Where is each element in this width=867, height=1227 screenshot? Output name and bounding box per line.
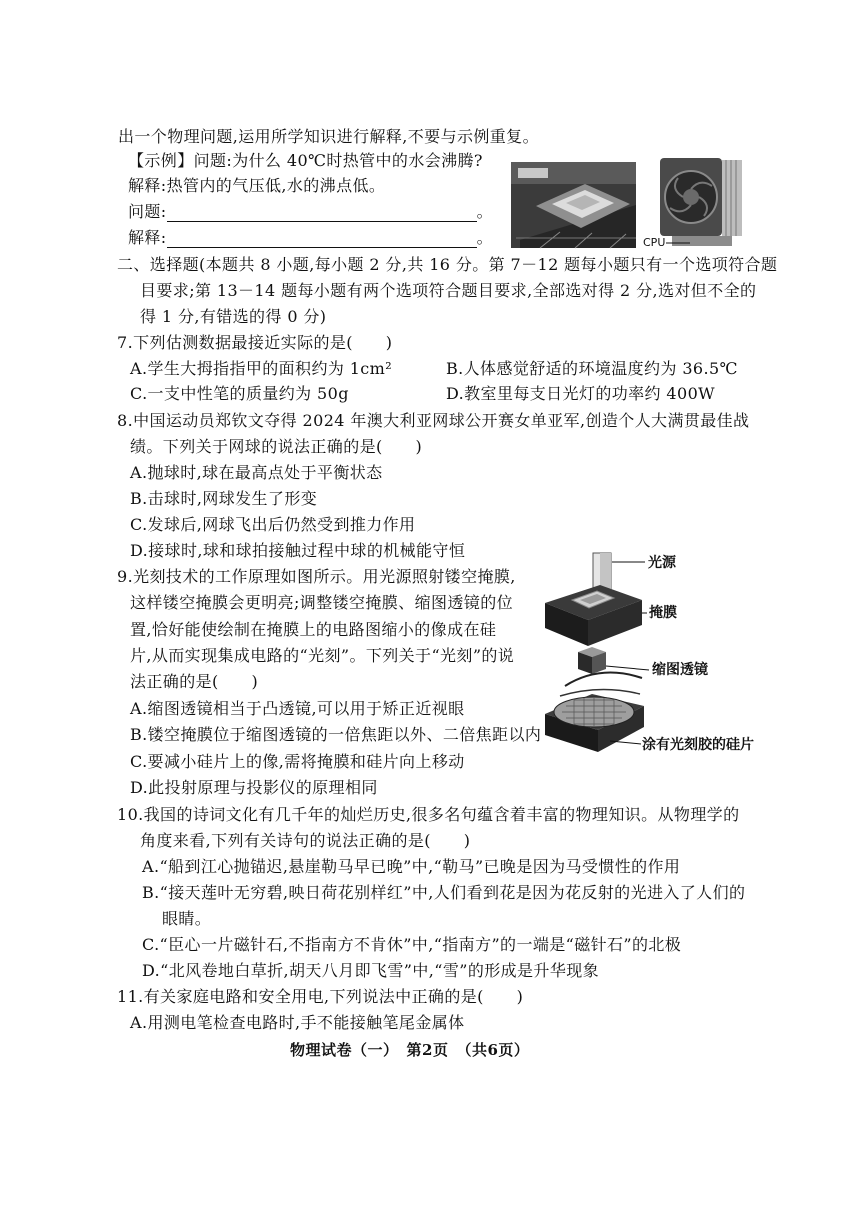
figure-label-lens: 缩图透镜 (652, 662, 708, 678)
q7-stem: 7.下列估测数据最接近实际的是( ) (117, 333, 393, 352)
wafer-shape (545, 689, 644, 752)
q10-option-c: C.“臣心一片磁针石,不指南方不肯休”中,“指南方”的一端是“磁针石”的北极 (142, 935, 682, 954)
q7-option-a: A.学生大拇指指甲的面积约为 1cm² (130, 359, 393, 378)
q9-option-d: D.此投射原理与投影仪的原理相同 (130, 778, 378, 797)
example-answer: 解释:热管内的气压低,水的沸点低。 (128, 176, 386, 195)
q9-stem-line-5: 法正确的是( ) (130, 672, 259, 691)
q10-stem-line-2: 角度来看,下列有关诗句的说法正确的是( ) (140, 831, 471, 850)
cpu-label: CPU (643, 236, 666, 249)
q7-option-c: C.一支中性笔的质量约为 50g (130, 384, 349, 403)
intro-instruction: 出一个物理问题,运用所学知识进行解释,不要与示例重复。 (118, 127, 539, 146)
q8-option-a: A.抛球时,球在最高点处于平衡状态 (130, 463, 383, 482)
q10-stem-line-1: 10.我国的诗词文化有几千年的灿烂历史,很多名句蕴含着丰富的物理知识。从物理学的 (117, 805, 740, 824)
q9-option-a: A.缩图透镜相当于凸透镜,可以用于矫正近视眼 (130, 699, 465, 718)
question-blank-end: 。 (476, 202, 493, 221)
section-header-line-3: 得 1 分,有错选的得 0 分) (140, 307, 327, 326)
q9-stem-line-4: 片,从而实现集成电路的“光刻”。下列关于“光刻”的说 (130, 646, 515, 665)
heat-pipe-photo (511, 162, 636, 248)
q11-stem: 11.有关家庭电路和安全用电,下列说法中正确的是( ) (117, 987, 524, 1006)
figure-label-wafer: 涂有光刻胶的硅片 (642, 737, 754, 753)
answer-blank (167, 232, 477, 248)
q10-option-b: B.“接天莲叶无穷碧,映日荷花别样红”中,人们看到花是因为花反射的光进入了人们的 (142, 883, 746, 902)
section-header-line-1: 二、选择题(本题共 8 小题,每小题 2 分,共 16 分。第 7－12 题每小题只有一个选项符合题 (117, 255, 778, 274)
question-blank-line (128, 202, 493, 222)
figure-label-mask: 掩膜 (649, 605, 677, 621)
q10-option-d: D.“北风卷地白草折,胡天八月即飞雪”中,“雪”的形成是升华现象 (142, 961, 600, 980)
q7-option-b: B.人体感觉舒适的环境温度约为 36.5℃ (446, 359, 738, 378)
lens-shape (565, 647, 649, 686)
q9-stem-line-3: 置,恰好能使绘制在掩膜上的电路图缩小的像成在硅 (130, 620, 497, 639)
q9-stem-line-2: 这样镂空掩膜会更明亮;调整镂空掩膜、缩图透镜的位 (130, 593, 513, 612)
page-footer: 物理试卷（一） 第2页 （共6页） (290, 1041, 530, 1059)
answer-blank-end: 。 (476, 228, 493, 247)
example-question: 【示例】问题:为什么 40℃时热管中的水会沸腾? (128, 151, 483, 170)
cpu-cooler-photo (660, 158, 742, 246)
q7-option-d: D.教室里每支日光灯的功率约 400W (446, 384, 716, 403)
q10-option-b-continued: 眼睛。 (162, 909, 212, 928)
answer-label: 解释: (128, 228, 167, 247)
q8-option-b: B.击球时,网球发生了形变 (130, 489, 318, 508)
q9-option-b: B.镂空掩膜位于缩图透镜的一倍焦距以外、二倍焦距以内 (130, 725, 542, 744)
mask-shape (545, 585, 647, 646)
q8-option-d: D.接球时,球和球拍接触过程中球的机械能守恒 (130, 541, 466, 560)
question-label: 问题: (128, 202, 167, 221)
q8-stem-line-2: 绩。下列关于网球的说法正确的是( ) (130, 437, 423, 456)
q8-option-c: C.发球后,网球飞出后仍然受到推力作用 (130, 515, 416, 534)
figure-label-light-source: 光源 (648, 555, 676, 571)
answer-blank-line (128, 228, 493, 248)
q11-option-a: A.用测电笔检查电路时,手不能接触笔尾金属体 (130, 1013, 465, 1032)
q9-stem-line-1: 9.光刻技术的工作原理如图所示。用光源照射镂空掩膜, (117, 567, 516, 586)
q9-option-c: C.要减小硅片上的像,需将掩膜和硅片向上移动 (130, 752, 465, 771)
q10-option-a: A.“船到江心抛锚迟,悬崖勒马早已晚”中,“勒马”已晚是因为马受惯性的作用 (142, 857, 681, 876)
section-header-line-2: 目要求;第 13－14 题每小题有两个选项符合题目要求,全部选对得 2 分,选对但不全的 (140, 281, 757, 300)
question-blank (167, 206, 477, 222)
q8-stem-line-1: 8.中国运动员郑钦文夺得 2024 年澳大利亚网球公开赛女单亚军,创造个人大满贯最佳战 (117, 411, 750, 430)
lithography-figure (545, 553, 649, 752)
